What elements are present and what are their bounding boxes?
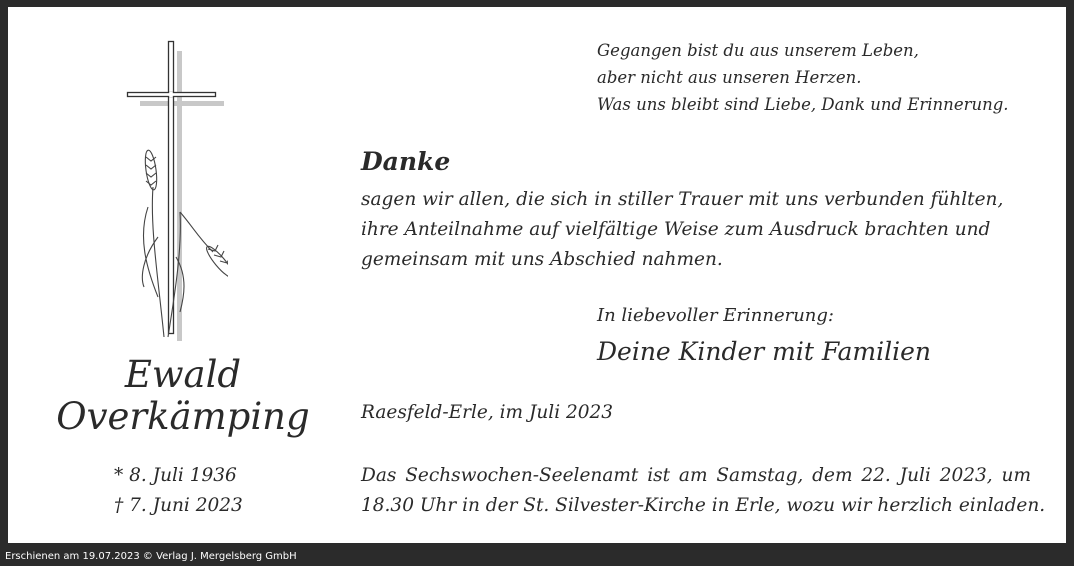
place-date: Raesfeld-Erle, im Juli 2023 bbox=[361, 402, 614, 423]
notice-line: 18.30 Uhr in der St. Silvester-Kirche in Erle, wozu wir herzlich einladen. bbox=[361, 495, 1046, 516]
deceased-last-name: Overkämping bbox=[56, 395, 310, 438]
thanks-line: gemeinsam mit uns Abschied nahmen. bbox=[361, 249, 723, 270]
thanks-line: sagen wir allen, die sich in stiller Trauer mit uns verbunden fühlten, bbox=[361, 189, 1004, 210]
life-dates bbox=[114, 461, 243, 521]
obituary-card bbox=[8, 7, 1066, 543]
mass-notice bbox=[361, 461, 1046, 521]
family-signature: Deine Kinder mit Familien bbox=[597, 337, 931, 366]
thanks-heading: Danke bbox=[361, 147, 451, 176]
deceased-first-name: Ewald bbox=[124, 353, 242, 396]
publication-footer: Erschienen am 19.07.2023 © Verlag J. Mergelsberg GmbH bbox=[0, 548, 1074, 566]
cross-with-wheat-icon bbox=[118, 37, 228, 347]
poem-line: Gegangen bist du aus unserem Leben, bbox=[597, 41, 919, 60]
poem-line: aber nicht aus unseren Herzen. bbox=[597, 68, 862, 87]
poem-line: Was uns bleibt sind Liebe, Dank und Erinnerung. bbox=[597, 95, 1009, 114]
memory-phrase: In liebevoller Erinnerung: bbox=[597, 305, 834, 326]
thanks-line: ihre Anteilnahme auf vielfältige Weise zum Ausdruck brachten und bbox=[361, 219, 991, 240]
death-date: † 7. Juni 2023 bbox=[114, 495, 243, 516]
birth-date: * 8. Juli 1936 bbox=[114, 465, 237, 486]
notice-line: Das Sechswochen-Seelenamt ist am Samstag, dem 22. Juli 2023, um bbox=[361, 465, 1031, 486]
memorial-poem bbox=[597, 37, 1009, 118]
thanks-text bbox=[361, 185, 1003, 275]
